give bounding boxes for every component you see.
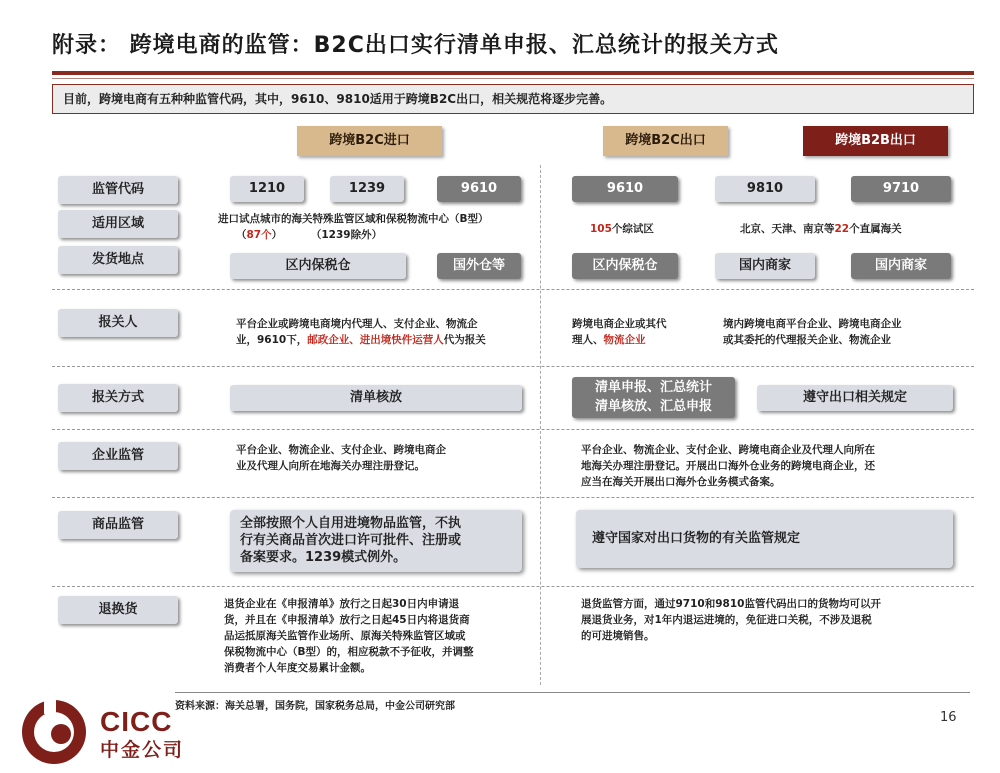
- title-rule-thin: [52, 78, 974, 79]
- goods-export-box: 遵守国家对出口货物的有关监管规定: [576, 510, 953, 568]
- column-divider: [540, 165, 541, 685]
- label-applicable-area: 适用区域: [58, 210, 178, 238]
- logo-text-cn: 中金公司: [100, 739, 185, 761]
- code-9710: 9710: [851, 176, 951, 202]
- area-export-text: 105个综试区: [590, 223, 654, 235]
- ship-b2b-domestic: 国内商家: [851, 253, 951, 279]
- header-b2c-import: 跨境B2C进口: [297, 126, 442, 156]
- returns-import-text: 退货企业在《申报清单》放行之日起30日内申请退 货，并且在《申报清单》放行之日起45日内将退货商 品运抵原海关监管作业场所、原海关特殊监管区域或 保税物流中心（B型）的，相应税款不予征收，并调整 消费者个人年度交易累计金额。: [224, 598, 474, 674]
- label-enterprise-supervision: 企业监管: [58, 442, 178, 470]
- enterprise-import-text: 平台企业、物流企业、支付企业、跨境电商企 业及代理人向所在地海关办理注册登记。: [236, 444, 446, 472]
- declarant-b2b-text: 境内跨境电商平台企业、跨境电商企业 或其委托的代理报关企业、物流企业: [723, 318, 902, 346]
- page-title: 附录： 跨境电商的监管：B2C出口实行清单申报、汇总统计的报关方式: [52, 33, 779, 58]
- code-1210: 1210: [230, 176, 304, 202]
- goods-import-box: 全部按照个人自用进境物品监管，不执 行有关商品首次进口许可批件、注册或 备案要求。1239模式例外。: [230, 510, 522, 572]
- page-number: 16: [940, 710, 957, 725]
- declarant-import-text: 平台企业或跨境电商境内代理人、支付企业、物流企 业，9610下，邮政企业、进出境快件运营人代为报关: [236, 318, 486, 346]
- ship-export-domestic: 国内商家: [715, 253, 815, 279]
- area-import-text: 进口试点城市的海关特殊监管区域和保税物流中心（B型） （87个） （1239除外）: [218, 213, 489, 241]
- code-9810: 9810: [715, 176, 815, 202]
- ship-import-bonded: 区内保税仓: [230, 253, 406, 279]
- ship-export-bonded: 区内保税仓: [572, 253, 678, 279]
- code-9610-export: 9610: [572, 176, 678, 202]
- source-note: 资料来源：海关总署，国务院，国家税务总局，中金公司研究部: [175, 701, 455, 712]
- footer-rule: [175, 692, 970, 693]
- label-shipping-location: 发货地点: [58, 246, 178, 274]
- declarant-export-text: 跨境电商企业或其代 理人、物流企业: [572, 318, 667, 346]
- logo-text-en: CICC: [100, 706, 173, 737]
- row-divider: [52, 366, 974, 367]
- label-declaration-method: 报关方式: [58, 384, 178, 412]
- method-export: 清单申报、汇总统计 清单核放、汇总申报: [572, 377, 735, 418]
- label-supervision-code: 监管代码: [58, 176, 178, 204]
- row-divider: [52, 586, 974, 587]
- area-b2b-text: 北京、天津、南京等22个直属海关: [740, 223, 902, 235]
- header-b2c-export: 跨境B2C出口: [603, 126, 728, 156]
- row-divider: [52, 289, 974, 290]
- label-goods-supervision: 商品监管: [58, 511, 178, 539]
- method-b2b: 遵守出口相关规定: [757, 385, 953, 411]
- title-rule: [52, 71, 974, 75]
- code-9610-import: 9610: [437, 176, 521, 202]
- header-b2b-export: 跨境B2B出口: [803, 126, 948, 156]
- enterprise-export-text: 平台企业、物流企业、支付企业、跨境电商企业及代理人向所在 地海关办理注册登记。开展出口海外仓业务的跨境电商企业，还 应当在海关开展出口海外仓业务模式备案。: [581, 444, 875, 488]
- label-returns: 退换货: [58, 596, 178, 624]
- row-divider: [52, 429, 974, 430]
- returns-export-text: 退货监管方面，通过9710和9810监管代码出口的货物均可以开 展退货业务，对1年内退运进境的，免征进口关税，不涉及退税 的可进境销售。: [581, 598, 881, 642]
- label-declarant: 报关人: [58, 309, 178, 337]
- ship-import-overseas: 国外仓等: [437, 253, 521, 279]
- area-import-count: 87个: [246, 229, 272, 241]
- summary-banner: 目前，跨境电商有五种种监管代码，其中，9610、9810适用于跨境B2C出口，相关规范将逐步完善。: [52, 84, 974, 114]
- cicc-logo-icon: [14, 697, 94, 767]
- method-import: 清单核放: [230, 385, 522, 411]
- code-1239: 1239: [330, 176, 404, 202]
- row-divider: [52, 497, 974, 498]
